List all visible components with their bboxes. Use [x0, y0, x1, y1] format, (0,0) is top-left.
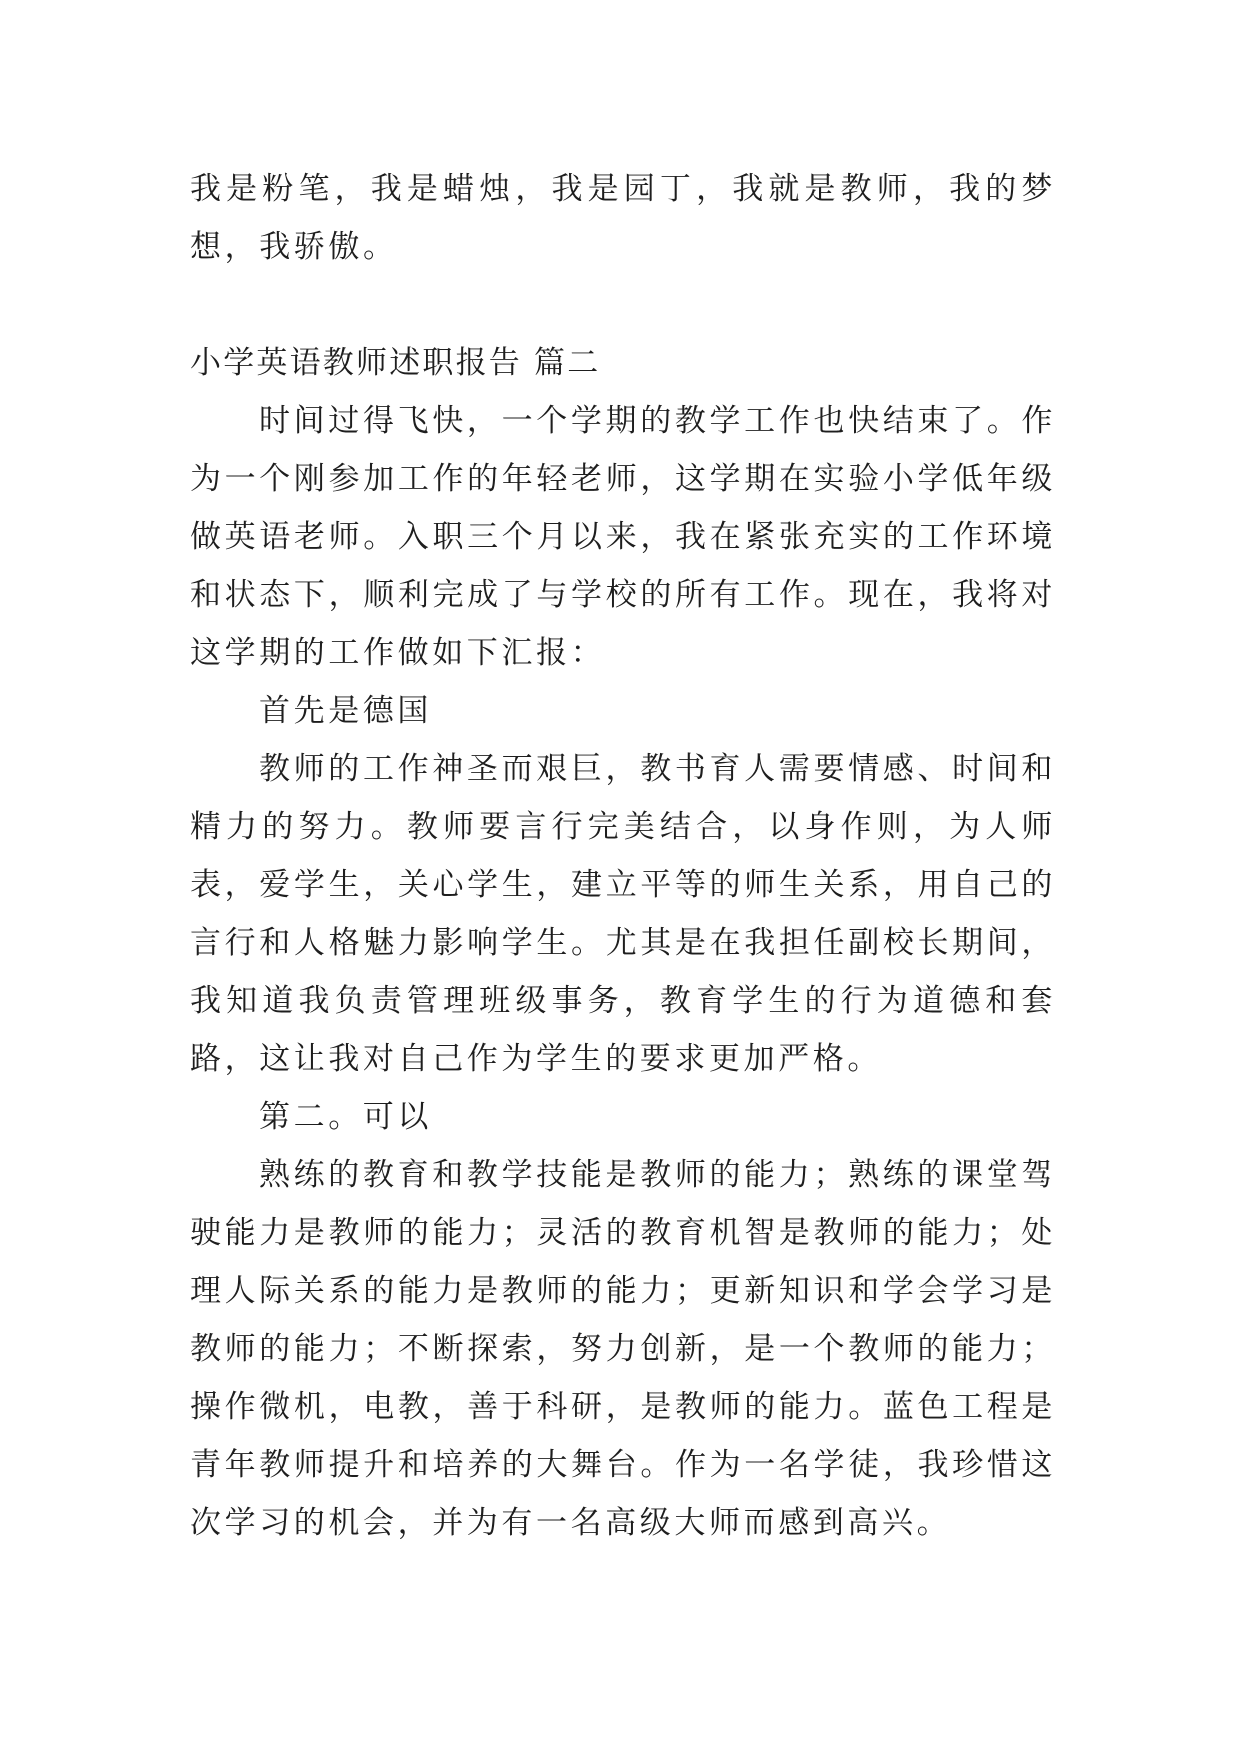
subheading-ability: 第二。可以	[259, 1099, 432, 1135]
section-title: 小学英语教师述职报告 篇二	[190, 345, 601, 381]
paragraph-morality: 教师的工作神圣而艰巨，教书育人需要情感、时间和精力的努力。教师要言行完美结合，以身作则，为人师表，爱学生，关心学生，建立平等的师生关系，用自己的言行和人格魅力影响学生。尤其是在我担任副校长期间，我知道我负责管理班级事务，教育学生的行为道德和套路，这让我对自己作为学生的要求更加严格。	[190, 751, 1056, 1077]
paragraph-ability: 熟练的教育和教学技能是教师的能力；熟练的课堂驾驶能力是教师的能力；灵活的教育机智是教师的能力；处理人际关系的能力是教师的能力；更新知识和学会学习是教师的能力；不断探索，努力创新，是一个教师的能力；操作微机，电教，善于科研，是教师的能力。蓝色工程是青年教师提升和培养的大舞台。作为一名学徒，我珍惜这次学习的机会，并为有一名高级大师而感到高兴。	[190, 1157, 1056, 1541]
report-section	[190, 334, 1056, 1552]
intro-section	[190, 160, 1056, 276]
intro-paragraph: 我是粉笔，我是蜡烛，我是园丁，我就是教师，我的梦想，我骄傲。	[190, 171, 1056, 265]
subheading-morality: 首先是德国	[259, 693, 432, 729]
paragraph-opening: 时间过得飞快，一个学期的教学工作也快结束了。作为一个刚参加工作的年轻老师，这学期在实验小学低年级做英语老师。入职三个月以来，我在紧张充实的工作环境和状态下，顺利完成了与学校的所有工作。现在，我将对这学期的工作做如下汇报：	[190, 403, 1056, 671]
